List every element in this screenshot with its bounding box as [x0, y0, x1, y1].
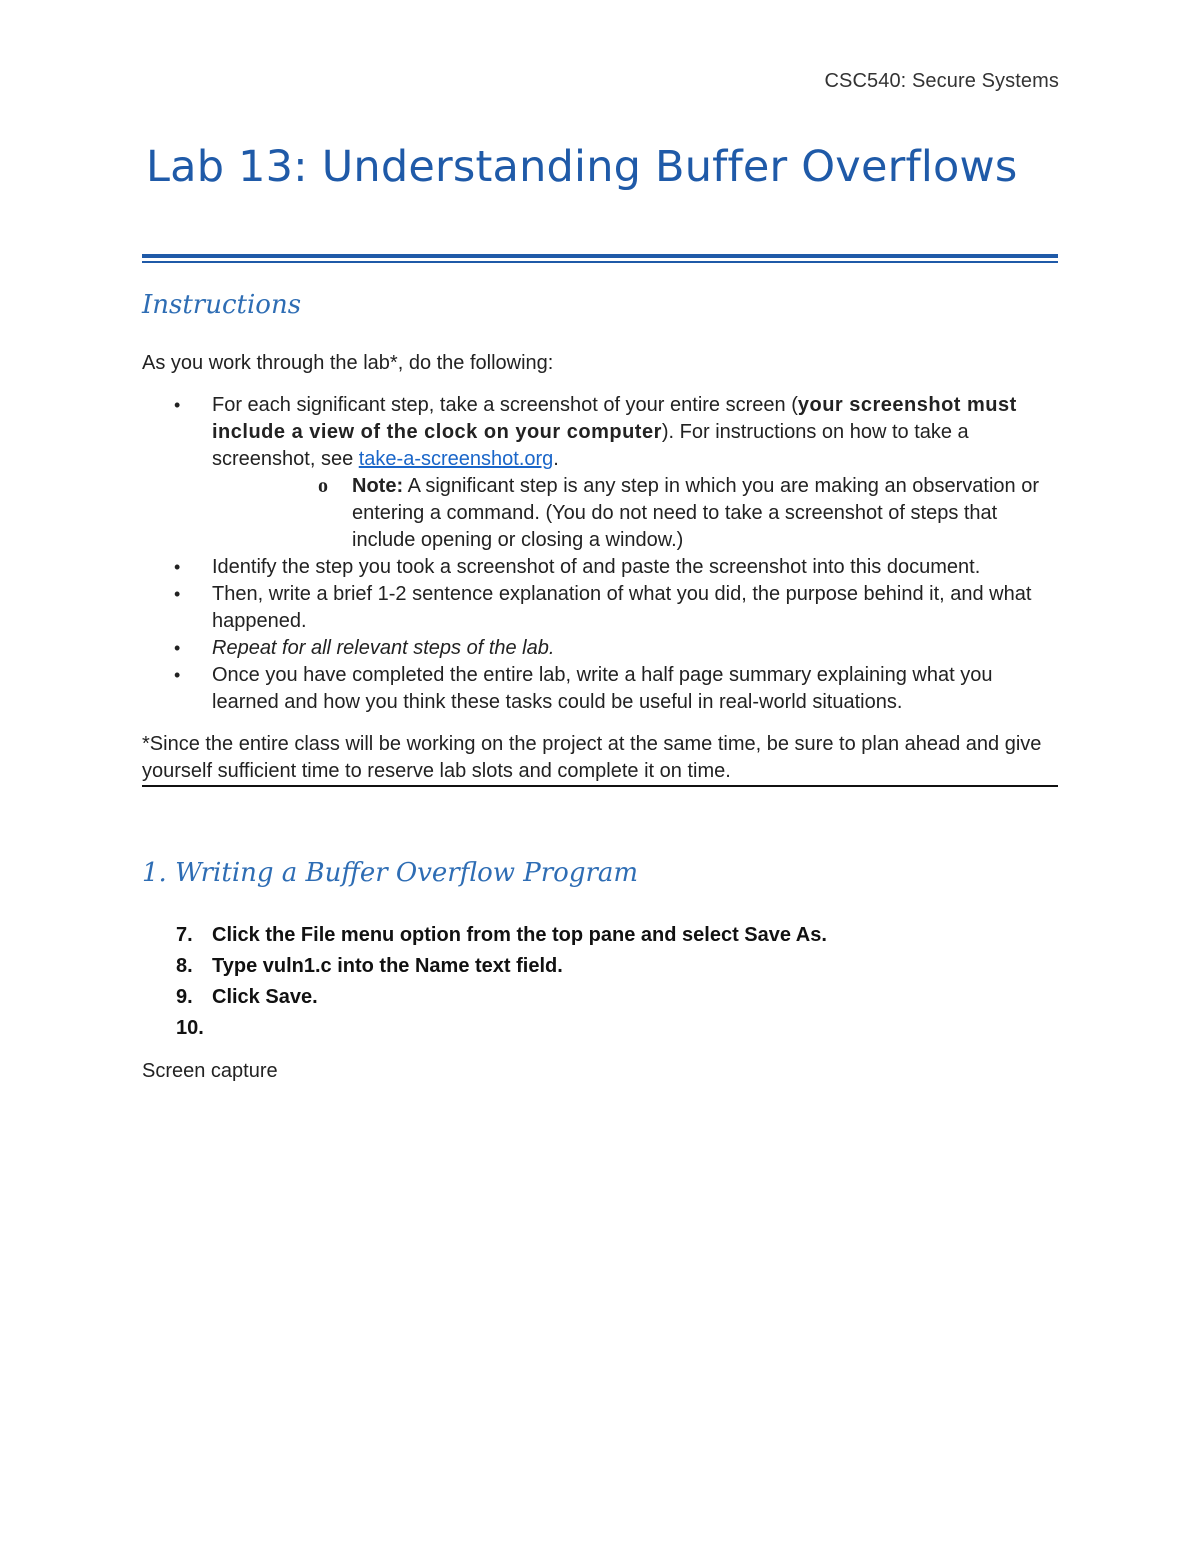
section-divider — [142, 785, 1058, 787]
page-title: Lab 13: Understanding Buffer Overflows — [146, 142, 1018, 192]
step-text: Click the File menu option from the top pane and select Save As. — [212, 924, 827, 946]
list-item: • For each significant step, take a screenshot of your entire screen (your screenshot must include a view of the clock on your computer). For instructions on how to take a screenshot, see take-a-screenshot.org. o Note: A significant step is any step in which you are making an observation or entering a command. (You do not need to take a screenshot of steps that include opening or closing a window.) — [142, 392, 1058, 554]
title-divider — [142, 254, 1058, 263]
step-item — [142, 951, 1058, 982]
list-item: • Repeat for all relevant steps of the lab. — [142, 635, 1058, 662]
section-heading: 1. Writing a Buffer Overflow Program — [142, 858, 639, 888]
step-number: 8. — [176, 955, 193, 977]
list-item: • Then, write a brief 1-2 sentence explanation of what you did, the purpose behind it, and what happened. — [174, 583, 1032, 632]
step-item — [142, 982, 1058, 1013]
list-item: • Once you have completed the entire lab, write a half page summary explaining what you learned and how you think these tasks could be useful in real-world situations. — [174, 664, 993, 713]
note-label: Note: — [352, 475, 404, 497]
step-item — [142, 920, 1058, 951]
step-text: Click Save. — [212, 986, 318, 1008]
note-item — [212, 473, 1058, 554]
step-number: 9. — [176, 986, 193, 1008]
note-text: A significant step is any step in which you are making an observation or entering a command. (You do not need to take a screenshot of steps that include opening or closing a window.) — [352, 475, 1040, 551]
screen-capture-label: Screen capture — [142, 1060, 278, 1082]
steps-list — [142, 920, 1058, 1044]
course-header: CSC540: Secure Systems — [824, 70, 1059, 92]
step-number: 7. — [176, 924, 193, 946]
step-number: 10. — [176, 1017, 204, 1039]
step-item — [142, 1013, 1058, 1044]
bullet-dot-icon: • — [174, 584, 181, 604]
screenshot-link[interactable]: take-a-screenshot.org — [358, 448, 554, 470]
bullet-dot-icon: • — [174, 557, 181, 577]
step-text: Type vuln1.c into the Name text field. — [212, 955, 563, 977]
clock-requirement: your screenshot must include a view of the clock on your computer — [212, 394, 1017, 443]
bullet-dot-icon: • — [174, 665, 181, 685]
list-item: • Identify the step you took a screenshot of and paste the screenshot into this document. — [142, 554, 1058, 581]
sub-bullet-icon: o — [318, 475, 328, 497]
instructions-intro: As you work through the lab*, do the following: — [142, 352, 554, 374]
bullet-dot-icon: • — [174, 395, 181, 415]
footnote: *Since the entire class will be working on the project at the same time, be sure to plan ahead and give yourself sufficient time to reserve lab slots and complete it on time. — [142, 733, 1042, 782]
instructions-list — [142, 392, 1058, 716]
instructions-heading: Instructions — [142, 290, 302, 320]
bullet-dot-icon: • — [174, 638, 181, 658]
